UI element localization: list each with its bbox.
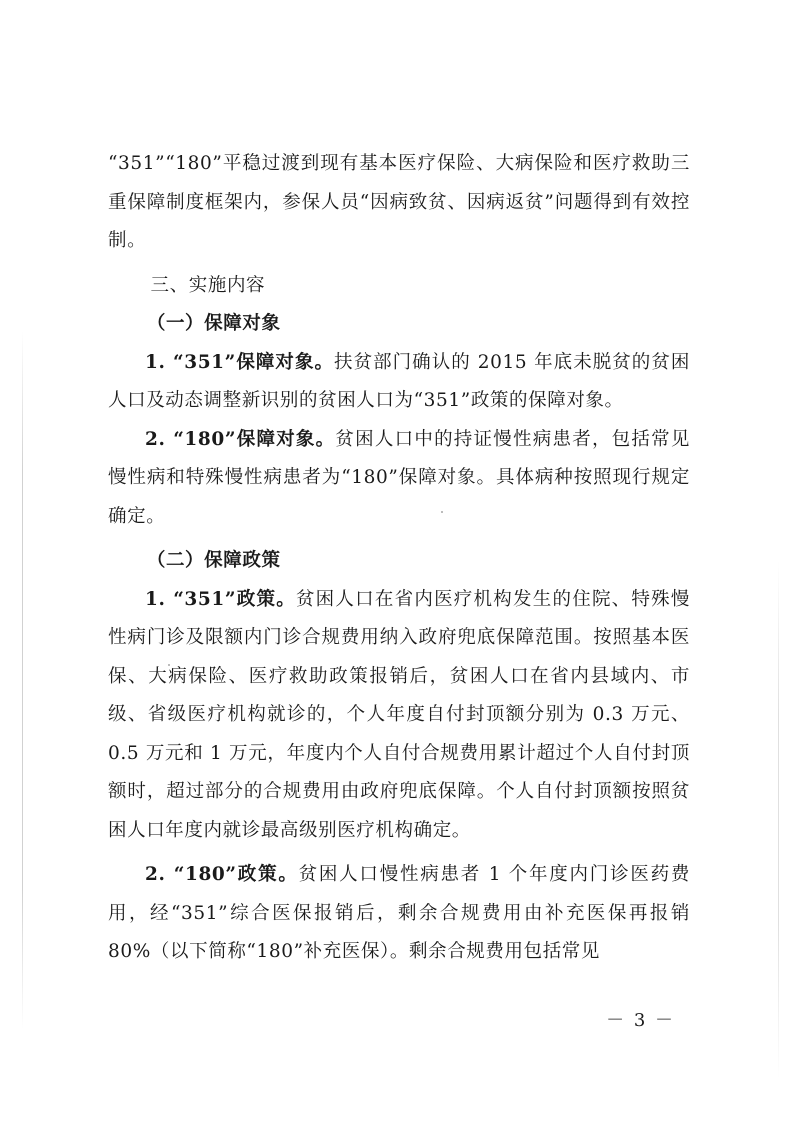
scan-edge-right [778,560,779,1080]
paragraph-180-targets [108,421,690,537]
item-body-351-targets: 扶贫部门确认的 2015 年底未脱贫的贫困人口及动态调整新识别的贫困人口为“351”政策的保障对象。 [108,351,690,411]
item-lead-180-policy: 2. “180”政策。 [145,864,299,885]
item-body-180-targets: 贫困人口中的持证慢性病患者，包括常见慢性病和特殊慢性病患者为“180”保障对象。具体病种按照现行规定确定。 [108,428,690,527]
item-lead-180-targets: 2. “180”保障对象。 [145,428,336,450]
item-lead-351-policy: 1. “351”政策。 [145,588,296,610]
scan-edge-left [22,330,23,1030]
section-heading-implementation: 三、实施内容 [150,274,266,296]
paragraph-351-policy [108,581,690,851]
paragraph-180-policy [108,856,690,972]
paragraph-continuation: “351”“180”平稳过渡到现有基本医疗保险、大病保险和医疗救助三重保障制度框架内，参保人员“因病致贫、因病返贫”问题得到有效控制。 [108,153,690,251]
paragraph-351-targets [108,344,690,421]
item-lead-351-targets: 1. “351”保障对象。 [145,351,335,373]
scan-speck [441,511,443,513]
scan-speck [168,664,170,666]
subheading-coverage-policy: （二）保障政策 [146,550,281,571]
subheading-coverage-targets: （一）保障对象 [146,313,281,334]
page-number: － 3 － [606,1010,675,1031]
item-body-180-policy: 贫困人口慢性病患者 1 个年度内门诊医药费用，经“351”综合医保报销后，剩余合规费用由补充医保再报销 80%（以下简称“180”补充医保）。剩余合规费用包括常见 [108,864,690,962]
item-body-351-policy: 贫困人口在省内医疗机构发生的住院、特殊慢性病门诊及限额内门诊合规费用纳入政府兜底保障范围。按照基本医保、大病保险、医疗救助政策报销后，贫困人口在省内县域内、市级、省级医疗机构就诊的，个人年度自付封顶额分别为 0.3 万元、0.5 万元和 1 万元，年度内个人自付合规费用累计超过个人自付封顶额时，超过部分的合规费用由政府兜底保障。个人自付封顶额按照贫困人口年度内就诊最高级别医疗机构确定。 [108,588,690,841]
document-body [108,145,690,972]
